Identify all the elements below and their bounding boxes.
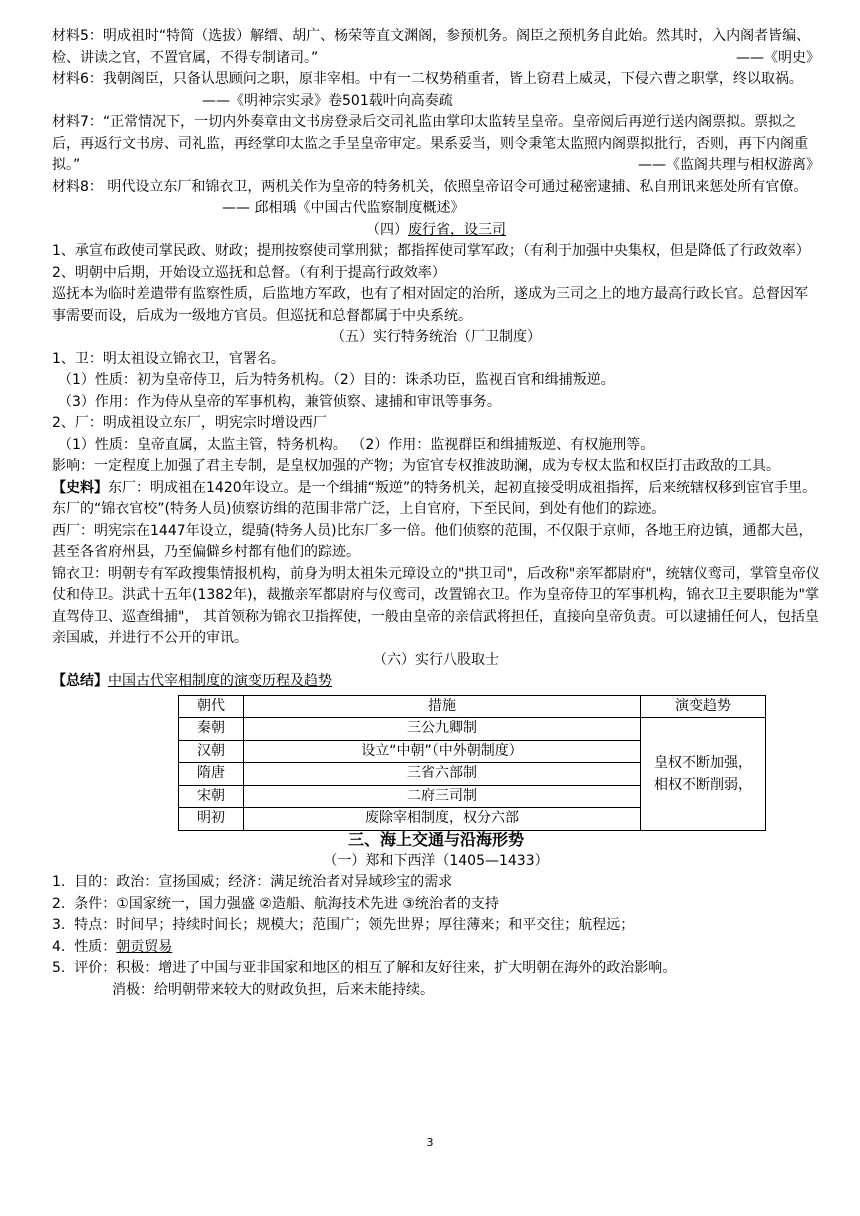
- section-5-title: （五）实行特务统治（厂卫制度）: [331, 329, 541, 345]
- evaluation-negative: 消极：给明朝带来较大的财政负担，后来未能持续。: [112, 981, 434, 998]
- material-8-source: —— 邱相瑀《中国古代监察制度概述》: [222, 200, 465, 216]
- historical-material-west-depot: 西厂：明宪宗在1447年设立，缇骑(特务人员)比东厂多一倍。他们侦察的范围，不仅限于京师，各地王府边镇，通都大邑，甚至各省府州县，乃至偏僻乡村都有他们的踪迹。: [52, 522, 813, 560]
- trend-line-1: 皇权不断加强，: [654, 754, 752, 771]
- measure-cell: 设立“中朝”（中外朝制度）: [244, 740, 641, 763]
- dynasty-cell: 宋朝: [179, 785, 244, 808]
- section-4-p1: 1、承宣布政使司掌民政、财政；提刑按察使司掌刑狱；都指挥使司掌军政；（有利于加强中央集权，但是降低了行政效率）: [52, 243, 810, 259]
- material-7-source: ——《监阁共理与相权游离》: [638, 157, 820, 173]
- section-5-p1: 1、卫：明太祖设立锦衣卫，官署名。: [52, 350, 285, 367]
- summary-table: [178, 695, 766, 831]
- section-5-p5: （1）性质：皇帝直属，太监主管，特务机构。 （2）作用：监视群臣和缉捕叛逆、有权施刑等。: [58, 436, 655, 453]
- list-item: 3. 特点：时间早；持续时间长；规模大；范围广；领先世界；厚往薄来；和平交往；航程远；: [52, 917, 635, 933]
- material-6-source: ——《明神宗实录》卷501载叶向高奏疏: [202, 92, 453, 109]
- table-header-row: [179, 695, 766, 718]
- historical-material-jinyiwei: 锦衣卫：明朝专有军政搜集情报机构，前身为明太祖朱元璋设立的"拱卫司"，后改称"亲军都尉府"，统辖仪鸾司，掌管皇帝仪仗和侍卫。洪武十五年(1382年)，裁撤亲军都尉府与仪鸾司，改置锦衣卫。作为皇帝侍卫的军事机构，锦衣卫主要职能为"掌直驾侍卫、巡查缉捕"， 其首领称为锦衣卫指挥使，一般由皇帝的亲信武将担任，直接向皇帝负责。可以逮捕任何人，包括皇亲国戚，并进行不公开的审讯。: [52, 565, 820, 646]
- dynasty-cell: 隋唐: [179, 763, 244, 786]
- material-5-source: ——《明史》: [736, 49, 820, 66]
- dynasty-cell: 汉朝: [179, 740, 244, 763]
- section-5-p3: （3）作用：作为侍从皇帝的军事机构，兼管侦察、逮捕和审讯等事务。: [58, 393, 501, 410]
- historical-material-east-depot: 【史料】东厂：明成祖在1420年设立。是一个缉捕“叛逆”的特务机关，起初直接受明成祖指挥，后来统辖权移到宦官手里。东厂的“锦衣官校”(特务人员)侦察访缉的范围非常广泛，上自官府，下至民间，到处有他们的踪迹。: [52, 479, 817, 517]
- material-7: 材料7：“正常情况下，一切内外奏章由文书房登录后交司礼监由掌印太监转呈皇帝。皇帝阅后再逆行送内阁票拟。票拟之后，再返行文书房、司礼监，再经掌印太监之手呈皇帝审定。果系妥当，则令秉笔太监照内阁票拟批行，否则，再下内阁重拟。” ——《监阁共理与相权游离》: [52, 112, 820, 177]
- section-3-subtitle: （一）郑和下西洋（1405—1433）: [323, 852, 549, 869]
- list-item: 1. 目的：政治：宣扬国威；经济：满足统治者对异域珍宝的需求: [52, 874, 453, 890]
- trend-line-2: 相权不断削弱，: [654, 776, 752, 793]
- material-5: 材料5：明成祖时“特简（选拔）解缙、胡广、杨荣等直文渊阁，参预机务。阁臣之预机务自此始。然其时，入内阁者皆编、检、讲读之官，不置官属，不得专制诸司。” ——《明史》: [52, 26, 820, 69]
- list-item: 2. 条件：①国家统一，国力强盛 ②造船、航海技术先进 ③统治者的支持: [52, 895, 499, 912]
- header-trend: 演变趋势: [641, 695, 766, 718]
- measure-cell: 二府三司制: [244, 785, 641, 808]
- measure-cell: 三省六部制: [244, 763, 641, 786]
- material-6: 材料6：我朝阁臣，只备认思顾问之职，原非宰相。中有一二权势稍重者，皆上窃君上威灵，下侵六曹之职掌，终以取祸。——《明神宗实录》卷501载叶向高奏疏: [52, 71, 803, 109]
- measure-cell: 废除宰相制度，权分六部: [244, 808, 641, 831]
- section-4-p2: 2、明朝中后期，开始设立巡抚和总督。（有利于提高行政效率）: [52, 264, 446, 281]
- list-item: 4. 性质：朝贡贸易: [52, 938, 173, 955]
- header-dynasty: 朝代: [179, 695, 244, 718]
- section-5-impact: 影响：一定程度上加强了君主专制，是皇权加强的产物；为宦官专权推波助澜，成为专权太监和权臣打击政敌的工具。: [52, 458, 780, 474]
- dynasty-cell: 明初: [179, 808, 244, 831]
- trend-cell: [641, 718, 766, 831]
- measure-cell: 三公九卿制: [244, 718, 641, 741]
- dynasty-cell: 秦朝: [179, 718, 244, 741]
- page-number: 3: [426, 1136, 434, 1149]
- header-measures: 措施: [244, 695, 641, 718]
- section-5-p2: （1）性质：初为皇帝侍卫，后为特务机构。（2）目的：诛杀功臣，监视百官和缉捕叛逆。: [58, 372, 615, 388]
- summary-heading: 【总结】中国古代宰相制度的演变历程及趋势: [52, 673, 332, 689]
- table-row: [179, 718, 766, 741]
- list-item: 5. 评价：积极：增进了中国与亚非国家和地区的相互了解和友好往来，扩大明朝在海外的政治影响。: [52, 960, 677, 976]
- material-8: 材料8： 明代设立东厂和锦衣卫，两机关作为皇帝的特务机关，依照皇帝诏令可通过秘密逮捕、私自刑讯来惩处所有官僚。—— 邱相瑀《中国古代监察制度概述》: [52, 178, 808, 216]
- section-5-p4: 2、厂：明成祖设立东厂，明宪宗时增设西厂: [52, 415, 327, 431]
- section-4-p3: 巡抚本为临时差遣带有监察性质，后监地方军政，也有了相对固定的治所，遂成为三司之上的地方最高行政长官。总督因军事需要而设，后成为一级地方官员。但巡抚和总督都属于中央系统。: [52, 286, 808, 324]
- section-3-title: 三、海上交通与沿海形势: [347, 829, 524, 849]
- section-4-title: （四）废行省，设三司: [366, 221, 506, 238]
- section-6-title: （六）实行八股取士: [373, 651, 499, 668]
